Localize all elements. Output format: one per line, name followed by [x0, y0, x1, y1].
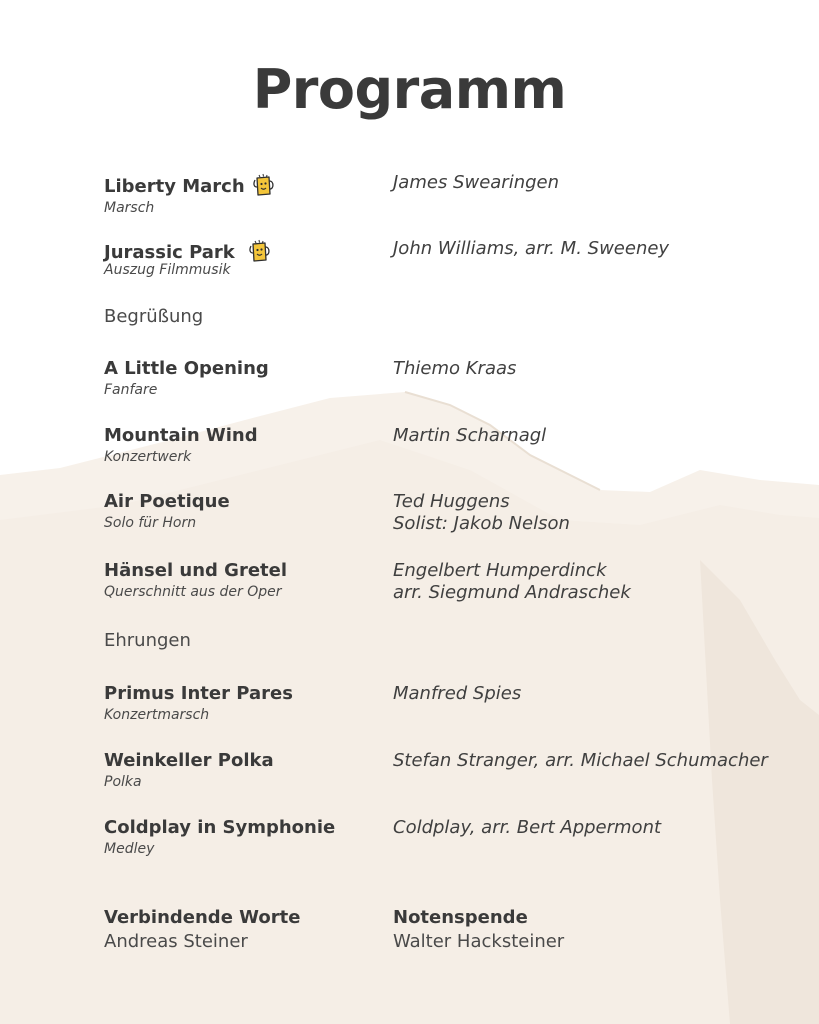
piece-subtitle: Marsch: [104, 200, 155, 216]
composer: [393, 683, 521, 705]
footer-right: [393, 906, 564, 954]
composer: [393, 238, 669, 260]
composer: [393, 560, 631, 604]
piece-subtitle: Konzertmarsch: [104, 707, 210, 723]
composer-line: Manfred Spies: [393, 683, 522, 704]
mug-face-icon: [251, 172, 277, 198]
composer-line: Thiemo Kraas: [393, 358, 517, 379]
footer-left-title: Verbindende Worte: [104, 907, 301, 928]
soloist-line: Solist: Jakob Nelson: [393, 513, 570, 534]
piece-title: Air Poetique: [104, 491, 230, 512]
piece-subtitle: Auszug Filmmusik: [104, 262, 231, 278]
piece-subtitle: Fanfare: [104, 382, 158, 398]
piece-title: A Little Opening: [104, 358, 269, 379]
composer-line: Ted Huggens: [393, 491, 510, 512]
mug-face-icon: [247, 238, 273, 264]
composer-line: Martin Scharnagl: [393, 425, 547, 446]
piece-title: Jurassic Park: [104, 242, 235, 263]
piece-title: Primus Inter Pares: [104, 683, 293, 704]
piece-title: Weinkeller Polka: [104, 750, 274, 771]
section-greeting: Begrüßung: [104, 306, 204, 327]
piece-subtitle: Medley: [104, 841, 155, 857]
piece-title: Mountain Wind: [104, 425, 258, 446]
page-title: Programm: [252, 58, 567, 121]
piece-subtitle: Solo für Horn: [104, 515, 197, 531]
composer: [393, 358, 516, 380]
composer: [393, 172, 559, 194]
composer-line: James Swearingen: [393, 172, 560, 193]
piece-title: Coldplay in Symphonie: [104, 817, 336, 838]
footer-left: [104, 906, 300, 954]
section-honors: Ehrungen: [104, 630, 191, 651]
composer-line: John Williams, arr. M. Sweeney: [393, 238, 670, 259]
composer: [393, 817, 661, 839]
piece-title: Liberty March: [104, 176, 245, 197]
composer-line: Coldplay, arr. Bert Appermont: [393, 817, 662, 838]
piece-title: Hänsel und Gretel: [104, 560, 288, 581]
piece-subtitle: Polka: [104, 774, 142, 790]
footer-left-name: Andreas Steiner: [104, 931, 248, 952]
composer-line: Stefan Stranger, arr. Michael Schumacher: [393, 750, 768, 771]
composer: [393, 750, 768, 772]
composer: [393, 425, 546, 447]
footer-right-title: Notenspende: [393, 907, 528, 928]
composer-line: Engelbert Humperdinck: [393, 560, 607, 581]
piece-subtitle: Konzertwerk: [104, 449, 192, 465]
composer: [393, 491, 570, 535]
arranger-line: arr. Siegmund Andraschek: [393, 582, 631, 603]
footer-right-name: Walter Hacksteiner: [393, 931, 565, 952]
piece-subtitle: Querschnitt aus der Oper: [104, 584, 282, 600]
